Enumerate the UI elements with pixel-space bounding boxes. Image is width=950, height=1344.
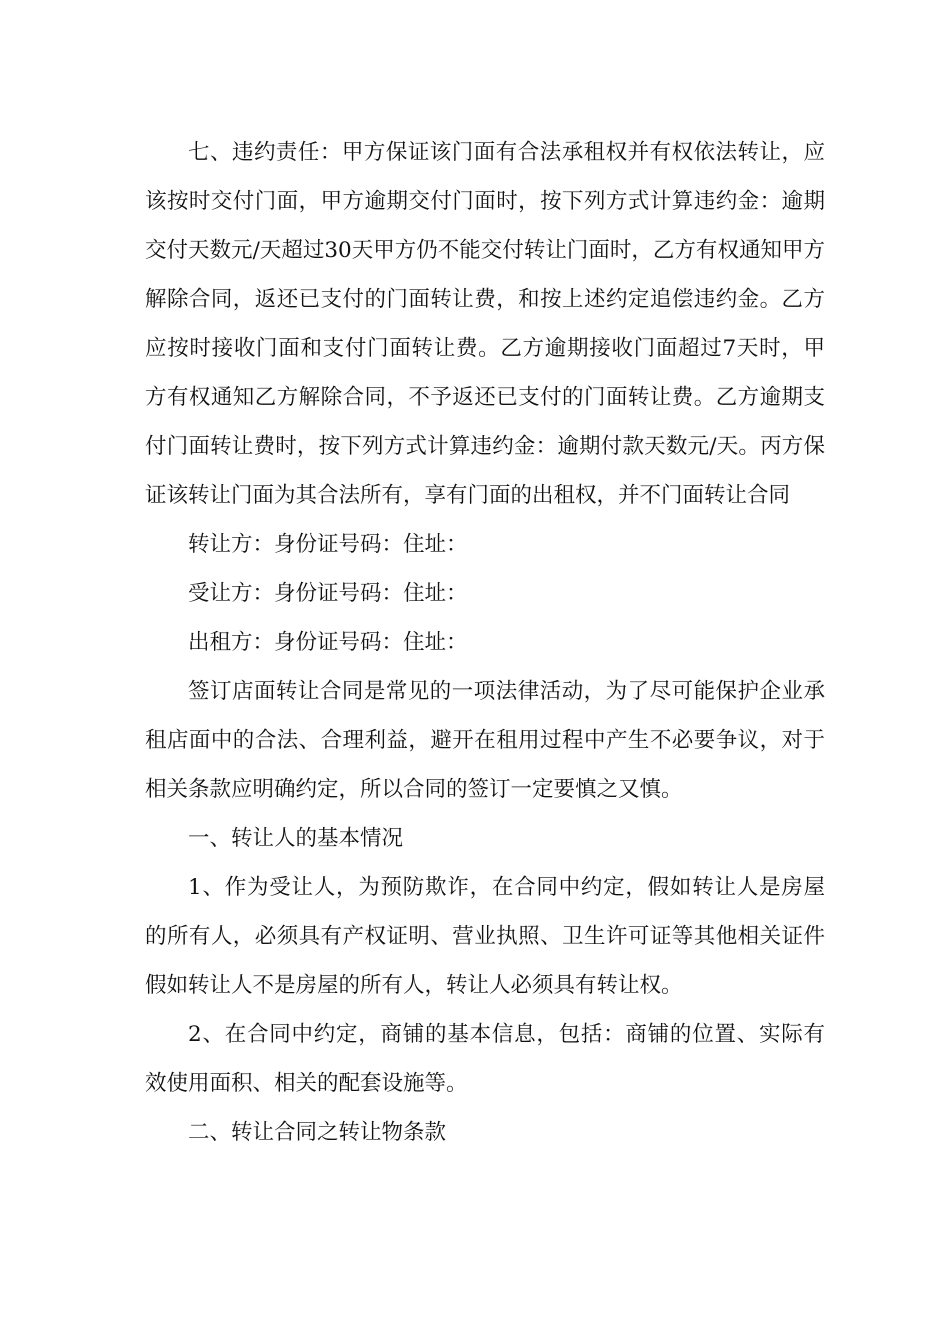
- paragraph-item-2: 2、在合同中约定，商铺的基本信息，包括：商铺的位置、实际有效使用面积、相关的配套设施等。: [145, 1022, 825, 1096]
- paragraph-breach-liability: 七、违约责任：甲方保证该门面有合法承租权并有权依法转让，应该按时交付门面，甲方逾期交付门面时，按下列方式计算违约金：逾期交付天数元/天超过30天甲方仍不能交付转让门面时，乙方有权通知甲方解除合同，返还已支付的门面转让费，和按上述约定追偿违约金。乙方应按时接收门面和支付门面转让费。乙方逾期接收门面超过7天时，甲方有权通知乙方解除合同，不予返还已支付的门面转让费。乙方逾期支付门面转让费时，按下列方式计算违约金：逾期付款天数元/天。丙方保证该转让门面为其合法所有，享有门面的出租权，并不门面转让合同: [145, 140, 825, 508]
- paragraph-item-1: 1、作为受让人，为预防欺诈，在合同中约定，假如转让人是房屋的所有人，必须具有产权证明、营业执照、卫生许可证等其他相关证件假如转让人不是房屋的所有人，转让人必须具有转让权。: [145, 875, 825, 998]
- signature-line-lessor: 出租方：身份证号码：住址：: [188, 630, 468, 655]
- paragraph-signing-notice: 签订店面转让合同是常见的一项法律活动，为了尽可能保护企业承租店面中的合法、合理利益，避开在租用过程中产生不必要争议，对于相关条款应明确约定，所以合同的签订一定要慎之又慎。: [145, 679, 825, 802]
- document-body: [145, 128, 825, 1157]
- signature-line-transferee: 受让方：身份证号码：住址：: [188, 581, 468, 606]
- section-heading-transfer-object: 二、转让合同之转让物条款: [188, 1120, 447, 1145]
- signature-line-transferor: 转让方：身份证号码：住址：: [188, 532, 468, 557]
- section-heading-transferor-info: 一、转让人的基本情况: [188, 826, 404, 851]
